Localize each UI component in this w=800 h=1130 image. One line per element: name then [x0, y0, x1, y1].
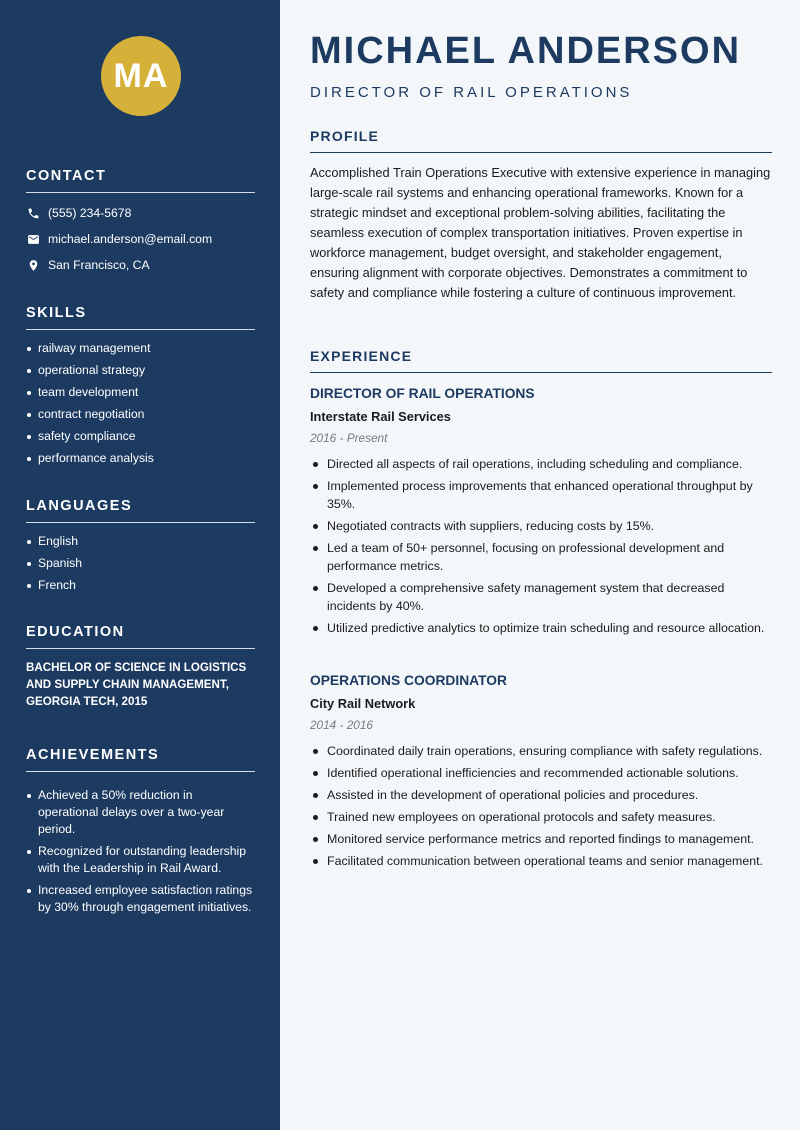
education-heading: EDUCATION	[26, 624, 255, 649]
email-icon	[26, 232, 40, 246]
profile-text: Accomplished Train Operations Executive with extensive experience in managing large-scale rail systems and enhancing operational frameworks. Known for a strategic mindset and exceptional problem-solving abilities, facilitating the seamless execution of complex transportation initiatives. Proven expertise in workforce management, budget oversight, and stakeholder engagement, ensuring alignment with corporate objectives. Demonstrates a commitment to safety and compliance while fostering a culture of continuous improvement.	[310, 165, 771, 300]
job-dates: 2016 - Present	[310, 431, 388, 445]
contact-location	[26, 258, 255, 272]
list-item: Directed all aspects of rail operations, including scheduling and compliance.	[310, 455, 772, 473]
list-item: Led a team of 50+ personnel, focusing on professional development and performance metrics.	[310, 539, 772, 575]
contact-email	[26, 232, 255, 246]
job-title: DIRECTOR OF RAIL OPERATIONS	[310, 386, 535, 401]
skills-heading: SKILLS	[26, 305, 255, 330]
list-item: English	[26, 533, 255, 550]
list-item: Recognized for outstanding leadership with the Leadership in Rail Award.	[26, 843, 255, 877]
list-item: Developed a comprehensive safety management system that decreased incidents by 40%.	[310, 579, 772, 615]
list-item: Identified operational inefficiencies and recommended actionable solutions.	[310, 764, 772, 782]
list-item: Spanish	[26, 555, 255, 572]
list-item: Facilitated communication between operational teams and senior management.	[310, 852, 772, 870]
email-text: michael.anderson@email.com	[48, 232, 213, 246]
list-item: contract negotiation	[26, 406, 255, 423]
skills-section	[26, 305, 255, 472]
languages-list	[26, 533, 255, 594]
avatar-initials: MA	[113, 56, 169, 95]
job-dates: 2014 - 2016	[310, 718, 373, 732]
list-item: railway management	[26, 340, 255, 357]
phone-icon	[26, 206, 40, 220]
sidebar	[0, 0, 280, 1130]
achievements-list	[26, 787, 255, 916]
avatar	[101, 36, 181, 116]
education-text: BACHELOR OF SCIENCE IN LOGISTICS AND SUPPLY CHAIN MANAGEMENT, GEORGIA TECH, 2015	[26, 661, 247, 708]
list-item: Coordinated daily train operations, ensuring compliance with safety regulations.	[310, 742, 772, 760]
list-item: Negotiated contracts with suppliers, reducing costs by 15%.	[310, 517, 772, 535]
list-item: Monitored service performance metrics and reported findings to management.	[310, 830, 772, 848]
contact-heading: CONTACT	[26, 168, 255, 193]
candidate-name: MICHAEL ANDERSON	[310, 30, 742, 72]
job-title: OPERATIONS COORDINATOR	[310, 673, 507, 688]
job-bullets	[310, 455, 772, 637]
contact-phone	[26, 206, 255, 220]
achievements-section	[26, 747, 255, 921]
candidate-title: DIRECTOR OF RAIL OPERATIONS	[310, 84, 633, 101]
job-company: Interstate Rail Services	[310, 409, 451, 424]
list-item: operational strategy	[26, 362, 255, 379]
location-pin-icon	[26, 258, 40, 272]
job-company: City Rail Network	[310, 696, 416, 711]
list-item: performance analysis	[26, 450, 255, 467]
list-item: Implemented process improvements that enhanced operational throughput by 35%.	[310, 477, 772, 513]
list-item: French	[26, 577, 255, 594]
profile-heading: PROFILE	[310, 128, 772, 153]
list-item: Assisted in the development of operational policies and procedures.	[310, 786, 772, 804]
list-item: Increased employee satisfaction ratings by 30% through engagement initiatives.	[26, 882, 255, 916]
location-text: San Francisco, CA	[48, 258, 150, 272]
achievements-heading: ACHIEVEMENTS	[26, 747, 255, 772]
list-item: Achieved a 50% reduction in operational delays over a two-year period.	[26, 787, 255, 838]
education-section	[26, 624, 255, 710]
languages-section	[26, 498, 255, 599]
experience-heading: EXPERIENCE	[310, 348, 772, 373]
languages-heading: LANGUAGES	[26, 498, 255, 523]
list-item: Utilized predictive analytics to optimize train scheduling and resource allocation.	[310, 619, 772, 637]
job-entry	[310, 386, 772, 641]
list-item: Trained new employees on operational protocols and safety measures.	[310, 808, 772, 826]
job-bullets	[310, 742, 772, 870]
skills-list	[26, 340, 255, 467]
list-item: team development	[26, 384, 255, 401]
contact-section	[26, 168, 255, 272]
list-item: safety compliance	[26, 428, 255, 445]
phone-text: (555) 234-5678	[48, 206, 132, 220]
job-entry	[310, 673, 772, 874]
